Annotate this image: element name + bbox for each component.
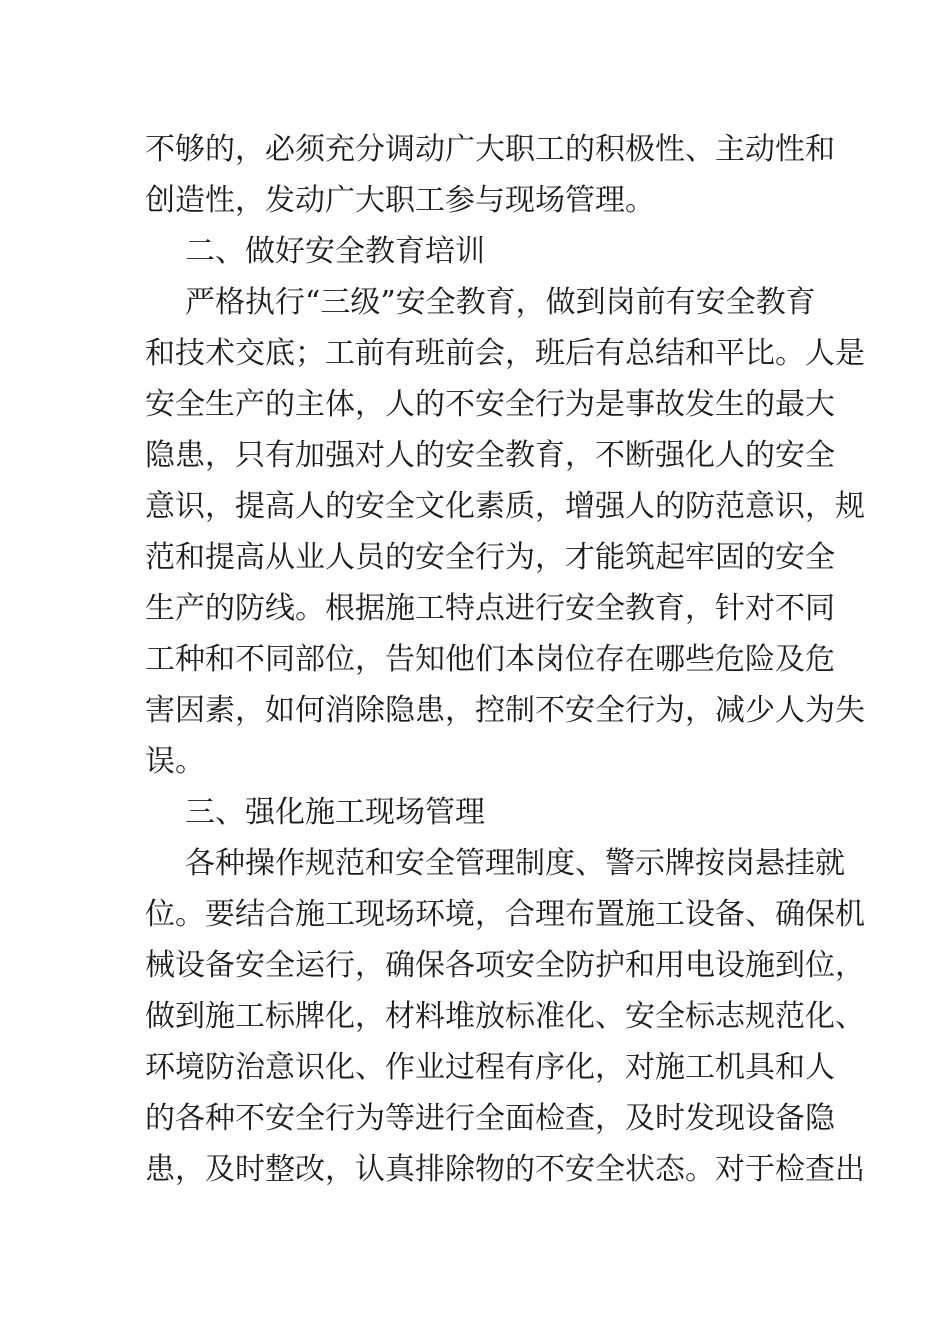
paragraph-2-line-7: 生产的防线。根据施工特点进行安全教育，针对不同 [145,591,835,626]
paragraph-2-line-3: 安全生产的主体，人的不安全行为是事故发生的最大 [145,387,835,422]
section-heading-3: 三、强化施工现场管理 [185,795,485,830]
paragraph-2-line-10: 误。 [145,744,205,779]
paragraph-3-line-2: 位。要结合施工现场环境，合理布置施工设备、确保机 [145,897,865,932]
section-heading-2: 二、做好安全教育培训 [185,234,485,269]
paragraph-3-line-3: 械设备安全运行，确保各项安全防护和用电设施到位， [145,948,865,983]
paragraph-3-line-6: 的各种不安全行为等进行全面检查，及时发现设备隐 [145,1101,835,1136]
paragraph-2-line-4: 隐患，只有加强对人的安全教育，不断强化人的安全 [145,438,835,473]
paragraph-2-line-5: 意识，提高人的安全文化素质，增强人的防范意识，规 [145,489,865,524]
paragraph-3-line-5: 环境防治意识化、作业过程有序化，对施工机具和人 [145,1050,835,1085]
paragraph-3-line-4: 做到施工标牌化，材料堆放标准化、安全标志规范化、 [145,999,865,1034]
paragraph-2-line-8: 工种和不同部位，告知他们本岗位存在哪些危险及危 [145,642,835,677]
paragraph-2-line-2: 和技术交底；工前有班前会，班后有总结和平比。人是 [145,336,865,371]
paragraph-2-line-9: 害因素，如何消除隐患，控制不安全行为，减少人为失 [145,693,865,728]
paragraph-1-line-2: 创造性，发动广大职工参与现场管理。 [145,183,655,218]
paragraph-2-line-1: 严格执行“三级”安全教育，做到岗前有安全教育 [185,285,816,320]
paragraph-2-line-6: 范和提高从业人员的安全行为，才能筑起牢固的安全 [145,540,835,575]
paragraph-3-line-7: 患，及时整改，认真排除物的不安全状态。对于检查出 [145,1152,865,1187]
paragraph-1-line-1: 不够的，必须充分调动广大职工的积极性、主动性和 [145,132,835,167]
paragraph-3-line-1: 各种操作规范和安全管理制度、警示牌按岗悬挂就 [185,846,845,881]
